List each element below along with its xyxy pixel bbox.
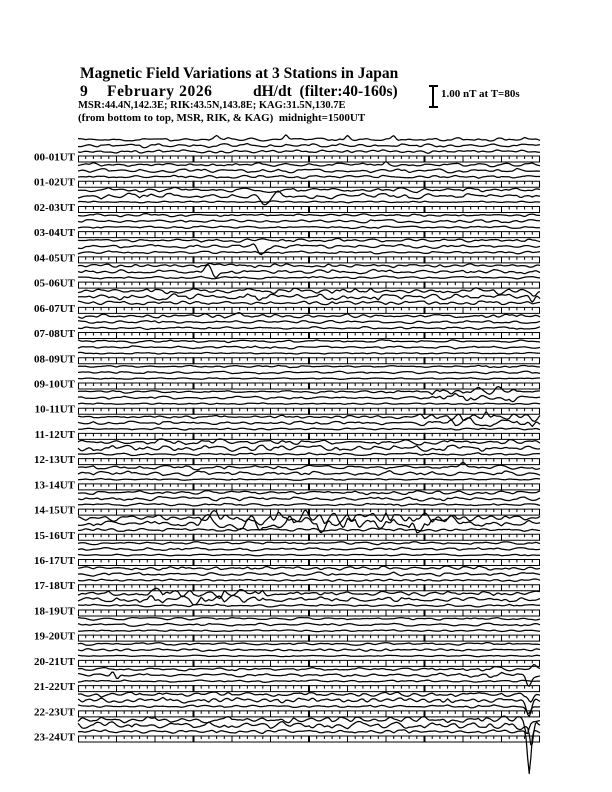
row-label: 04-05UT	[34, 252, 75, 265]
station-trace-msr	[78, 655, 540, 657]
station-trace-rik	[78, 220, 540, 223]
station-trace-msr	[78, 150, 540, 153]
station-trace-msr	[78, 378, 540, 380]
station-trace-kag	[78, 340, 540, 343]
station-trace-rik	[78, 294, 540, 302]
station-trace-msr	[78, 630, 540, 632]
station-trace-rik	[78, 321, 540, 324]
station-trace-msr	[78, 352, 540, 354]
station-trace-rik	[78, 445, 540, 451]
station-trace-rik	[78, 346, 540, 349]
station-trace-rik	[78, 169, 540, 173]
station-trace-msr	[78, 201, 540, 203]
time-axis-quarter-ticks	[194, 660, 425, 667]
time-axis-quarter-ticks	[194, 635, 425, 642]
station-trace-msr	[78, 579, 540, 581]
hour-row	[34, 340, 540, 365]
hour-row	[34, 439, 540, 466]
row-label: 23-24UT	[34, 731, 75, 744]
station-trace-kag	[78, 365, 540, 367]
time-axis-quarter-ticks	[194, 534, 425, 541]
station-trace-kag	[78, 135, 540, 141]
station-trace-rik	[78, 497, 540, 501]
time-axis-quarter-ticks	[194, 307, 425, 314]
time-axis-quarter-ticks	[194, 433, 425, 440]
quantity-filter-label: dH/dt (filter:40-160s)	[253, 83, 398, 100]
hour-row	[34, 665, 540, 694]
station-trace-msr	[78, 276, 540, 279]
row-label: 06-07UT	[34, 302, 75, 315]
row-label: 22-23UT	[34, 706, 75, 719]
station-trace-rik	[78, 623, 540, 626]
station-trace-msr	[78, 453, 540, 456]
row-label: 14-15UT	[34, 504, 75, 517]
row-label: 07-08UT	[34, 328, 75, 341]
row-label: 12-13UT	[34, 454, 75, 467]
row-label: 19-20UT	[34, 630, 75, 643]
scale-bar-label: 1.00 nT at T=80s	[441, 88, 520, 100]
hour-row	[34, 491, 540, 517]
station-trace-rik	[78, 649, 540, 652]
station-trace-kag	[78, 214, 540, 217]
hour-row	[35, 412, 540, 441]
hour-row	[34, 162, 540, 189]
time-axis-quarter-ticks	[194, 282, 425, 289]
station-trace-msr	[78, 604, 540, 607]
station-trace-kag	[78, 239, 540, 243]
row-label: 03-04UT	[34, 227, 75, 240]
row-label: 20-21UT	[34, 655, 75, 668]
hour-row	[34, 462, 540, 491]
hour-row	[34, 643, 540, 668]
row-label: 10-11UT	[34, 403, 75, 416]
station-trace-msr	[78, 528, 540, 531]
date-month-year: February 2026	[107, 83, 213, 100]
hour-row	[35, 387, 540, 416]
station-trace-rik	[78, 371, 540, 374]
hour-row	[34, 692, 540, 718]
row-label: 00-01UT	[34, 151, 75, 164]
row-label: 15-16UT	[34, 529, 75, 542]
hour-row	[34, 239, 540, 265]
time-axis-quarter-ticks	[194, 559, 425, 566]
time-axis-quarter-ticks	[194, 332, 425, 339]
station-trace-msr	[78, 503, 540, 506]
hour-row	[34, 716, 540, 773]
time-axis-quarter-ticks	[194, 382, 425, 389]
hour-row	[34, 588, 540, 617]
time-axis-quarter-ticks	[194, 736, 425, 743]
time-axis-quarter-ticks	[194, 584, 425, 591]
trace-order-line: (from bottom to top, MSR, RIK, & KAG) midnight=1500UT	[78, 112, 366, 124]
hour-row	[34, 313, 540, 340]
station-trace-rik	[78, 191, 540, 205]
hour-row	[34, 618, 540, 643]
row-label: 02-03UT	[34, 201, 75, 214]
station-trace-msr	[78, 554, 540, 556]
chart-title: Magnetic Field Variations at 3 Stations in Japan	[80, 65, 399, 82]
time-axis-quarter-ticks	[194, 181, 425, 188]
station-trace-msr	[78, 226, 540, 229]
time-axis-quarter-ticks	[194, 156, 425, 163]
time-axis-quarter-ticks	[194, 206, 425, 213]
station-trace-msr	[78, 680, 540, 682]
time-axis-quarter-ticks	[194, 231, 425, 238]
hour-row	[34, 263, 540, 289]
station-trace-msr	[78, 428, 540, 430]
row-label: 13-14UT	[34, 479, 75, 492]
station-trace-rik	[78, 418, 540, 426]
time-axis-quarter-ticks	[194, 609, 425, 616]
time-axis-quarter-ticks	[194, 357, 425, 364]
station-trace-rik	[78, 144, 540, 148]
row-label: 08-09UT	[34, 353, 75, 366]
row-label: 16-17UT	[34, 555, 75, 568]
hour-row	[34, 187, 540, 214]
station-trace-kag	[78, 618, 540, 621]
row-label: 09-10UT	[34, 378, 75, 391]
station-trace-msr	[78, 251, 540, 254]
time-axis-quarter-ticks	[194, 685, 425, 692]
row-label: 21-22UT	[34, 681, 75, 694]
date-day: 9	[80, 83, 88, 100]
time-axis-quarter-ticks	[194, 408, 425, 415]
row-label: 18-19UT	[34, 605, 75, 618]
station-trace-kag	[78, 491, 540, 495]
station-trace-msr	[78, 327, 540, 330]
station-trace-kag	[78, 263, 540, 267]
station-trace-kag	[78, 643, 540, 646]
time-axis-quarter-ticks	[194, 256, 425, 263]
station-trace-kag	[78, 187, 540, 192]
time-axis-quarter-ticks	[194, 458, 425, 465]
hour-row	[34, 566, 540, 592]
station-trace-rik	[78, 393, 540, 401]
station-trace-kag	[78, 542, 540, 545]
station-coordinates-line: MSR:44.4N,142.3E; RIK:43.5N,143.8E; KAG:31.5N,130.7E	[78, 100, 346, 111]
row-label: 11-12UT	[34, 428, 75, 441]
station-trace-rik	[78, 672, 540, 686]
station-trace-rik	[78, 547, 540, 551]
hour-row	[34, 214, 540, 240]
station-trace-rik	[78, 572, 540, 576]
station-trace-rik	[78, 471, 540, 476]
row-label: 05-06UT	[34, 277, 75, 290]
station-trace-kag	[78, 566, 540, 570]
hour-row	[34, 365, 540, 390]
station-trace-msr	[78, 403, 540, 405]
hour-row	[34, 542, 540, 567]
time-axis-quarter-ticks	[194, 483, 425, 490]
hour-row	[34, 288, 540, 315]
station-trace-msr	[78, 175, 540, 178]
station-trace-msr	[78, 301, 540, 305]
station-trace-rik	[78, 595, 540, 605]
row-label: 17-18UT	[34, 580, 75, 593]
hour-row	[34, 135, 540, 164]
row-label: 01-02UT	[34, 176, 75, 189]
station-trace-msr	[78, 479, 540, 481]
